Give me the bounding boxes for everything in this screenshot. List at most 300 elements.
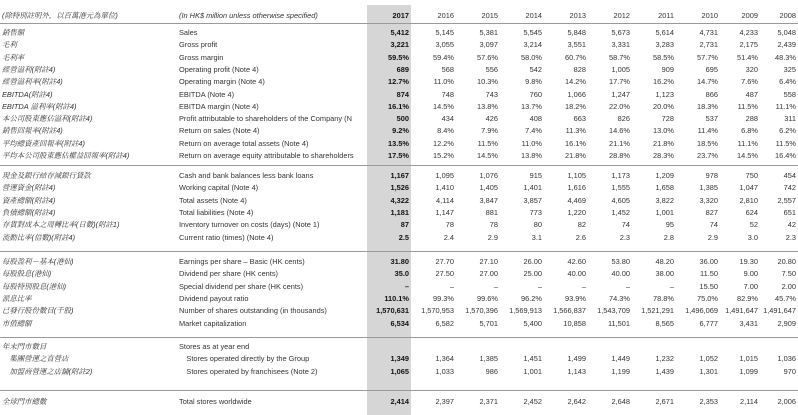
table-cell: 1,543,709 — [597, 306, 630, 316]
table-cell: 11.5% — [737, 101, 758, 111]
table-cell: 82 — [577, 220, 586, 230]
table-cell: 2.3 — [619, 232, 630, 242]
table-cell: 96.2% — [521, 293, 542, 303]
table-cell: 2,731 — [699, 40, 718, 50]
table-cell: 11.50 — [700, 269, 718, 279]
table-cell: 15.2% — [433, 151, 454, 160]
table-cell: 8.4% — [437, 126, 454, 136]
table-cell: 2,671 — [655, 397, 674, 406]
row-label-cn: 營運資金(附註4) — [2, 183, 56, 193]
row-label-en: Earnings per share – Basic (HK cents) — [179, 257, 305, 266]
table-cell: 1,247 — [611, 89, 630, 99]
table-cell: 6,582 — [435, 318, 454, 328]
table-cell: 3,097 — [479, 40, 498, 50]
cell-current-year: 1,526 — [390, 183, 409, 193]
table-cell: 20.80 — [777, 257, 796, 266]
table-cell: 27.00 — [479, 269, 498, 279]
table-row — [0, 52, 798, 64]
table-cell: 5,673 — [611, 28, 630, 37]
table-cell: 20.0% — [653, 101, 674, 111]
table-cell: 743 — [485, 89, 498, 99]
table-cell: 760 — [529, 89, 542, 99]
table-cell: 53.80 — [611, 257, 630, 266]
table-cell: 986 — [485, 366, 498, 376]
table-cell: 58.7% — [609, 52, 630, 62]
row-label-cn: 每股特別股息(港仙) — [2, 281, 67, 291]
table-row — [0, 27, 798, 39]
section-rule — [0, 251, 798, 252]
table-cell: 5,381 — [479, 28, 498, 37]
row-label-en: Gross profit — [179, 40, 218, 50]
table-cell: 288 — [745, 114, 758, 124]
table-cell: 624 — [745, 207, 758, 217]
table-cell: 568 — [441, 64, 454, 74]
table-cell: 78 — [489, 220, 498, 230]
table-row — [0, 281, 798, 293]
table-header — [0, 10, 798, 22]
table-cell: 3,283 — [655, 40, 674, 50]
row-label-cn: 每股股息(港仙) — [2, 269, 52, 279]
table-cell: 14.7% — [697, 77, 718, 87]
table-cell: 1,410 — [435, 183, 454, 193]
table-cell: 866 — [705, 89, 718, 99]
table-cell: 93.9% — [565, 293, 586, 303]
row-label-cn: 集團營運之直營店 — [2, 354, 69, 364]
table-cell: 1,570,953 — [421, 306, 454, 316]
table-cell: 59.4% — [433, 52, 454, 62]
row-label-cn: 本公司股東應佔溢利(附註4) — [2, 114, 93, 124]
table-cell: 320 — [745, 64, 758, 74]
table-cell: 728 — [661, 114, 674, 124]
table-cell: 426 — [485, 114, 498, 124]
table-row — [0, 170, 798, 182]
table-cell: 1,147 — [435, 207, 454, 217]
row-label-cn: EBITDA(附註4) — [2, 89, 53, 99]
table-cell: 695 — [705, 64, 718, 74]
table-cell: 748 — [441, 89, 454, 99]
table-row — [0, 150, 798, 162]
table-cell: 3,320 — [699, 195, 718, 205]
table-cell: 5,848 — [567, 28, 586, 37]
table-cell: 2.9 — [487, 232, 498, 242]
table-cell: 742 — [783, 183, 796, 193]
table-cell: 1,401 — [523, 183, 542, 193]
table-cell: 2,810 — [739, 195, 758, 205]
table-cell: 1,616 — [567, 183, 586, 193]
row-label-cn: 加盟商營運之店舖(附註2) — [2, 366, 93, 376]
table-cell: 5,400 — [523, 318, 542, 328]
cell-current-year: – — [404, 281, 409, 291]
table-cell: 18.2% — [565, 101, 586, 111]
table-cell: 14.5% — [737, 151, 758, 160]
table-cell: 16.4% — [775, 151, 796, 160]
table-cell: 40.00 — [567, 269, 586, 279]
row-label-en: Number of shares outstanding (in thousands) — [179, 306, 327, 316]
table-cell: 1,173 — [611, 171, 630, 180]
table-cell: 57.6% — [477, 52, 498, 62]
cell-current-year: 500 — [396, 114, 409, 124]
table-cell: 13.7% — [521, 101, 542, 111]
row-label-en: Dividend per share (HK cents) — [179, 269, 278, 279]
table-cell: 1,015 — [739, 354, 758, 364]
table-cell: 7.6% — [741, 77, 758, 87]
table-cell: 11.1% — [737, 138, 758, 148]
section-rule — [0, 337, 798, 338]
cell-current-year: 874 — [396, 89, 409, 99]
cell-current-year: 1,065 — [390, 366, 409, 376]
table-row — [0, 113, 798, 125]
table-cell: 74 — [621, 220, 630, 230]
cell-current-year: 35.0 — [394, 269, 409, 279]
table-cell: 325 — [783, 64, 796, 74]
table-cell: 22.0% — [609, 101, 630, 111]
row-label-en: Total liabilities (Note 4) — [179, 207, 254, 217]
table-cell: 7.9% — [481, 126, 498, 136]
table-cell: 11.5% — [477, 138, 498, 148]
table-cell: 3.1 — [531, 232, 542, 242]
table-cell: – — [581, 281, 586, 291]
header-year: 2011 — [658, 11, 674, 20]
table-row — [0, 182, 798, 194]
row-label-en: Special dividend per share (HK cents) — [179, 281, 304, 291]
table-cell: 48.20 — [655, 257, 674, 266]
table-cell: 42 — [787, 220, 796, 230]
table-cell: – — [449, 281, 454, 291]
table-cell: 3,214 — [523, 40, 542, 50]
table-cell: 1,496,069 — [685, 306, 718, 316]
table-row — [0, 268, 798, 280]
table-cell: 1,658 — [655, 183, 674, 193]
cell-current-year: 1,181 — [390, 207, 409, 217]
table-cell: 1,499 — [567, 354, 586, 364]
table-cell: 11.1% — [775, 101, 796, 111]
table-cell: 2,175 — [739, 40, 758, 50]
cell-current-year: 13.5% — [388, 138, 409, 148]
table-cell: 1,364 — [435, 354, 454, 364]
table-cell: 6.4% — [779, 77, 796, 87]
table-row — [0, 341, 798, 353]
table-cell: 1,451 — [523, 354, 542, 364]
table-cell: 1,220 — [567, 207, 586, 217]
table-cell: 95 — [665, 220, 674, 230]
table-cell: 1,033 — [435, 366, 454, 376]
table-cell: 14.2% — [565, 77, 586, 87]
cell-current-year: 689 — [396, 64, 409, 74]
table-cell: 7.4% — [525, 126, 542, 136]
table-cell: 1,449 — [611, 354, 630, 364]
table-cell: 1,076 — [479, 171, 498, 180]
table-cell: 8,565 — [655, 318, 674, 328]
row-label-en: Sales — [179, 28, 198, 37]
table-cell: 1,105 — [567, 171, 586, 180]
cell-current-year: 31.80 — [390, 257, 409, 266]
table-cell: 11.4% — [697, 126, 718, 136]
table-cell: 7.50 — [781, 269, 796, 279]
table-cell: 11.5% — [775, 138, 796, 148]
table-cell: 2.9 — [707, 232, 718, 242]
table-cell: 28.3% — [653, 151, 674, 160]
row-label-en: Return on average equity attributable to shareholders — [179, 151, 354, 160]
header-year: 2013 — [569, 11, 586, 20]
cell-current-year: 9.2% — [392, 126, 409, 136]
table-cell: 2,439 — [777, 40, 796, 50]
table-cell: 5,048 — [777, 28, 796, 37]
table-cell: 7.00 — [743, 281, 758, 291]
row-label-en: Dividend payout ratio — [179, 293, 249, 303]
table-cell: 4,469 — [567, 195, 586, 205]
table-cell: 80 — [533, 220, 542, 230]
table-cell: 13.8% — [521, 151, 542, 160]
table-cell: 4,605 — [611, 195, 630, 205]
table-cell: 537 — [705, 114, 718, 124]
table-row — [0, 64, 798, 76]
row-label-en: Operating profit (Note 4) — [179, 64, 259, 74]
row-label-en: Stores operated directly by the Group — [179, 354, 310, 364]
row-label-cn: 每股盈利－基本(港仙) — [2, 257, 74, 266]
row-label-cn: 毛利 — [2, 40, 17, 50]
table-row — [0, 207, 798, 219]
row-label-en: Inventory turnover on costs (days) (Note 1) — [179, 220, 320, 230]
row-label-en: EBITDA (Note 4) — [179, 89, 235, 99]
table-cell: 3,551 — [567, 40, 586, 50]
table-cell: 18.5% — [697, 138, 718, 148]
row-label-en: EBITDA margin (Note 4) — [179, 101, 259, 111]
table-cell: 2.6 — [575, 232, 586, 242]
row-label-en: Operating margin (Note 4) — [179, 77, 265, 87]
table-cell: 1,405 — [479, 183, 498, 193]
table-cell: 1,066 — [567, 89, 586, 99]
table-cell: 909 — [661, 64, 674, 74]
table-cell: 3.0 — [747, 232, 758, 242]
table-cell: 6.2% — [779, 126, 796, 136]
table-cell: 6,777 — [699, 318, 718, 328]
cell-current-year: 5,412 — [390, 28, 409, 37]
table-cell: 6.8% — [741, 126, 758, 136]
table-row — [0, 39, 798, 51]
row-label-cn: 負債總額(附註4) — [2, 207, 56, 217]
table-cell: – — [493, 281, 498, 291]
table-cell: 51.4% — [737, 52, 758, 62]
table-row — [0, 125, 798, 137]
row-label-cn: 資產總額(附註4) — [2, 195, 56, 205]
table-row — [0, 293, 798, 305]
header-en: (In HK$ million unless otherwise specified) — [179, 11, 318, 20]
table-cell: 2.3 — [785, 232, 796, 242]
table-cell: 26.00 — [523, 257, 542, 266]
table-cell: 826 — [617, 114, 630, 124]
table-cell: 542 — [529, 64, 542, 74]
table-cell: 58.0% — [521, 52, 542, 62]
cell-current-year: 59.5% — [388, 52, 409, 62]
table-cell: 13.0% — [653, 126, 674, 136]
cell-current-year: 12.7% — [388, 77, 409, 87]
table-cell: 1,555 — [611, 183, 630, 193]
row-label-cn: 銷售額 — [2, 28, 25, 37]
table-cell: 21.8% — [565, 151, 586, 160]
table-cell: 3,331 — [611, 40, 630, 50]
cell-current-year: 110.1% — [384, 293, 409, 303]
table-cell: 558 — [783, 89, 796, 99]
row-label-cn: 毛利率 — [2, 52, 25, 62]
cell-current-year: 1,349 — [390, 354, 409, 364]
table-row — [0, 89, 798, 101]
row-label-en: Total stores worldwide — [179, 397, 252, 406]
table-cell: 11.0% — [521, 138, 542, 148]
table-cell: 13.8% — [477, 101, 498, 111]
table-cell: 74.3% — [609, 293, 630, 303]
table-row — [0, 219, 798, 231]
table-cell: 11,501 — [607, 318, 630, 328]
table-cell: 99.3% — [433, 293, 454, 303]
table-cell: 4,731 — [699, 28, 718, 37]
row-label-cn: 市值總額 — [2, 318, 32, 328]
table-cell: 57.7% — [697, 52, 718, 62]
table-cell: 5,145 — [435, 28, 454, 37]
table-cell: 12.2% — [433, 138, 454, 148]
table-cell: 14.5% — [433, 101, 454, 111]
table-row — [0, 195, 798, 207]
table-cell: 15.50 — [699, 281, 718, 291]
table-cell: 40.00 — [611, 269, 630, 279]
table-cell: 75.0% — [697, 293, 718, 303]
table-cell: 28.8% — [609, 151, 630, 160]
row-label-cn: 存貨對成本之周轉比率(日數)(附註1) — [2, 220, 120, 230]
table-cell: 1,209 — [655, 171, 674, 180]
table-cell: 1,199 — [611, 366, 630, 376]
table-cell: 556 — [485, 64, 498, 74]
table-cell: 663 — [573, 114, 586, 124]
cell-current-year: 2,414 — [390, 397, 409, 406]
table-cell: 2,006 — [777, 397, 796, 406]
table-cell: 434 — [441, 114, 454, 124]
table-row — [0, 353, 798, 365]
table-cell: 5,701 — [479, 318, 498, 328]
table-cell: 827 — [705, 207, 718, 217]
row-label-en: Return on sales (Note 4) — [179, 126, 260, 136]
table-cell: 42.60 — [567, 257, 586, 266]
table-cell: 4,114 — [436, 195, 454, 205]
table-cell: 16.1% — [565, 138, 586, 148]
table-cell: 1,385 — [479, 354, 498, 364]
table-cell: 2,371 — [479, 397, 498, 406]
table-cell: 58.5% — [653, 52, 674, 62]
table-cell: 3,847 — [479, 195, 498, 205]
table-cell: 1,566,837 — [553, 306, 586, 316]
table-cell: – — [669, 281, 674, 291]
table-cell: 38.00 — [655, 269, 674, 279]
table-cell: 10,858 — [563, 318, 586, 328]
table-cell: – — [537, 281, 542, 291]
table-cell: 27.70 — [435, 257, 454, 266]
table-cell: 311 — [784, 114, 796, 124]
table-cell: 881 — [485, 207, 498, 217]
table-cell: 3,822 — [655, 195, 674, 205]
table-cell: 1,047 — [739, 183, 758, 193]
section-rule — [0, 390, 798, 391]
row-label-cn: 經營溢利率(附註4) — [2, 77, 63, 87]
row-label-cn: 已發行股份數目(千股) — [2, 306, 74, 316]
table-cell: 651 — [783, 207, 796, 217]
table-cell: – — [625, 281, 630, 291]
table-cell: 60.7% — [565, 52, 586, 62]
table-cell: 1,491,647 — [725, 306, 758, 316]
table-cell: 74 — [709, 220, 718, 230]
table-cell: 78 — [445, 220, 454, 230]
header-year: 2016 — [437, 11, 454, 20]
table-cell: 1,439 — [655, 366, 674, 376]
table-cell: 1,095 — [435, 171, 454, 180]
header-rule — [0, 23, 798, 24]
row-label-en: Stores as at year end — [179, 342, 250, 351]
table-cell: 1,001 — [655, 207, 674, 217]
table-cell: 2,397 — [435, 397, 454, 406]
table-cell: 5,545 — [523, 28, 542, 37]
table-cell: 2,452 — [523, 397, 542, 406]
table-cell: 2,114 — [740, 397, 758, 406]
header-year: 2017 — [392, 11, 409, 20]
table-row — [0, 138, 798, 150]
table-cell: 2.00 — [781, 281, 796, 291]
row-label-en: Stores operated by franchisees (Note 2) — [179, 366, 318, 376]
table-cell: 14.5% — [477, 151, 498, 160]
section-rule — [0, 165, 798, 166]
table-cell: 78.8% — [653, 293, 674, 303]
table-cell: 17.7% — [609, 77, 630, 87]
table-cell: 11.3% — [565, 126, 586, 136]
table-cell: 48.3% — [775, 52, 796, 62]
table-cell: 1,143 — [567, 366, 586, 376]
table-cell: 1,385 — [699, 183, 718, 193]
table-cell: 4,233 — [739, 28, 758, 37]
table-cell: 2,648 — [611, 397, 630, 406]
cell-current-year: 4,322 — [390, 195, 409, 205]
row-label-cn: 全球門市總數 — [2, 397, 47, 406]
table-cell: 9.00 — [743, 269, 758, 279]
row-label-en: Profit attributable to shareholders of the Company (N — [179, 114, 352, 124]
table-cell: 978 — [705, 171, 718, 180]
row-label-cn: 平均總資產回報率(附註4) — [2, 138, 85, 148]
table-cell: 828 — [573, 64, 586, 74]
row-label-cn: 銷售回報率(附註4) — [2, 126, 63, 136]
cell-current-year: 2.5 — [398, 232, 409, 242]
header-cn: (除特別註明外，以百萬港元為單位) — [2, 11, 118, 20]
table-cell: 2.8 — [663, 232, 674, 242]
table-cell: 1,123 — [655, 89, 674, 99]
row-label-cn: EBITDA 溢利率(附註4) — [2, 101, 77, 111]
table-cell: 9.8% — [525, 77, 542, 87]
row-label-en: Market capitalization — [179, 318, 247, 328]
header-year: 2009 — [741, 11, 758, 20]
cell-current-year: 16.1% — [388, 101, 409, 111]
table-cell: 19.30 — [739, 257, 758, 266]
table-row — [0, 232, 798, 244]
table-cell: 454 — [783, 171, 796, 180]
table-cell: 2.4 — [443, 232, 454, 242]
row-label-en: Gross margin — [179, 52, 224, 62]
table-cell: 1,052 — [699, 354, 718, 364]
table-cell: 5,614 — [655, 28, 674, 37]
table-cell: 1,036 — [777, 354, 796, 364]
table-cell: 970 — [783, 366, 796, 376]
row-label-en: Cash and bank balances less bank loans — [179, 171, 314, 180]
table-cell: 11.0% — [433, 77, 454, 87]
table-cell: 1,452 — [611, 207, 630, 217]
cell-current-year: 1,570,631 — [376, 306, 409, 316]
cell-current-year: 3,221 — [390, 40, 409, 50]
table-cell: 21.1% — [609, 138, 630, 148]
table-cell: 27.50 — [435, 269, 454, 279]
table-cell: 21.8% — [653, 138, 674, 148]
